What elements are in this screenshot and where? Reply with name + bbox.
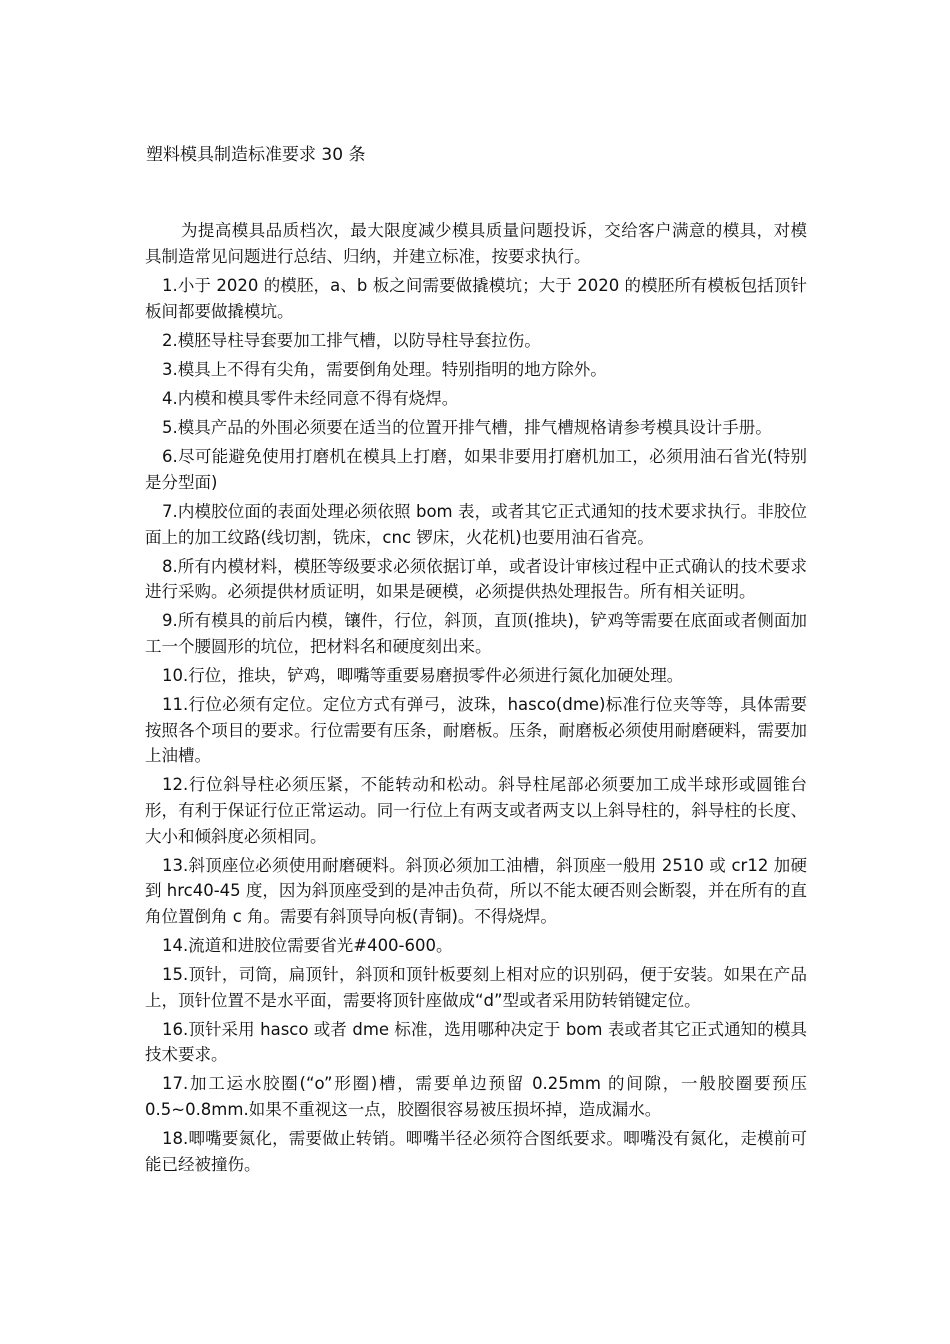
requirement-item-11: 11.行位必须有定位。定位方式有弹弓，波珠，hasco(dme)标准行位夹等等，具体需要按照各个项目的要求。行位需要有压条，耐磨板。压条，耐磨板必须使用耐磨硬料，需要加上油槽。 <box>145 695 807 766</box>
requirement-item-9: 9.所有模具的前后内模，镶件，行位，斜顶，直顶(推块)，铲鸡等需要在底面或者侧面加工一个腰圆形的坑位，把材料名和硬度刻出来。 <box>145 611 807 656</box>
requirement-item-18: 18.唧嘴要氮化，需要做止转销。唧嘴半径必须符合图纸要求。唧嘴没有氮化，走模前可能已经被撞伤。 <box>145 1129 807 1174</box>
requirement-item-4: 4.内模和模具零件未经同意不得有烧焊。 <box>162 389 459 409</box>
requirement-item-17: 17.加工运水胶圈(“o”形圈)槽，需要单边预留 0.25mm 的间隙，一般胶圈要预压 0.5~0.8mm.如果不重视这一点，胶圈很容易被压损坏掉，造成漏水。 <box>145 1074 807 1119</box>
requirement-item-7: 7.内模胶位面的表面处理必须依照 bom 表，或者其它正式通知的技术要求执行。非胶位面上的加工纹路(线切割，铣床，cnc 锣床，火花机)也要用油石省亮。 <box>145 501 807 547</box>
requirement-item-8: 8.所有内模材料，模胚等级要求必须依据订单，或者设计审核过程中正式确认的技术要求进行采购。必须提供材质证明，如果是硬模，必须提供热处理报告。所有相关证明。 <box>145 556 807 602</box>
requirement-item-15: 15.顶针，司筒，扁顶针，斜顶和顶针板要刻上相对应的识别码，便于安装。如果在产品上，顶针位置不是水平面，需要将顶针座做成“d”型或者采用防转销键定位。 <box>145 965 807 1010</box>
document-title: 塑料模具制造标准要求 30 条 <box>146 145 366 165</box>
requirement-item-13: 13.斜顶座位必须使用耐磨硬料。斜顶必须加工油槽，斜顶座一般用 2510 或 cr12 加硬到 hrc40-45 度，因为斜顶座受到的是冲击负荷，所以不能太硬否则会断裂，并在所有的直角位置倒角 c 角。需要有斜顶导向板(青铜)。不得烧焊。 <box>145 855 807 926</box>
requirement-item-14: 14.流道和进胶位需要省光#400-600。 <box>162 935 453 955</box>
document-body <box>145 218 807 1181</box>
requirement-item-6: 6.尽可能避免使用打磨机在模具上打磨，如果非要用打磨机加工，必须用油石省光(特别是分型面) <box>145 447 807 492</box>
requirement-item-3: 3.模具上不得有尖角，需要倒角处理。特别指明的地方除外。 <box>162 359 607 379</box>
requirement-item-5: 5.模具产品的外围必须要在适当的位置开排气槽，排气槽规格请参考模具设计手册。 <box>162 418 772 438</box>
requirement-list <box>145 273 807 1177</box>
requirement-item-12: 12.行位斜导柱必须压紧，不能转动和松动。斜导柱尾部必须要加工成半球形或圆锥台形，有利于保证行位正常运动。同一行位上有两支或者两支以上斜导柱的，斜导柱的长度、大小和倾斜度必须相同。 <box>145 775 807 846</box>
requirement-item-10: 10.行位，推块，铲鸡，唧嘴等重要易磨损零件必须进行氮化加硬处理。 <box>162 666 684 685</box>
requirement-item-1: 1.小于 2020 的模胚，a、b 板之间需要做撬模坑；大于 2020 的模胚所有模板包括顶针板间都要做撬模坑。 <box>145 276 807 321</box>
intro-paragraph: 为提高模具品质档次，最大限度减少模具质量问题投诉，交给客户满意的模具，对模具制造常见问题进行总结、归纳，并建立标准，按要求执行。 <box>145 221 807 266</box>
requirement-item-16: 16.顶针采用 hasco 或者 dme 标准，选用哪种决定于 bom 表或者其它正式通知的模具技术要求。 <box>145 1019 807 1065</box>
requirement-item-2: 2.模胚导柱导套要加工排气槽，以防导柱导套拉伤。 <box>162 330 541 350</box>
